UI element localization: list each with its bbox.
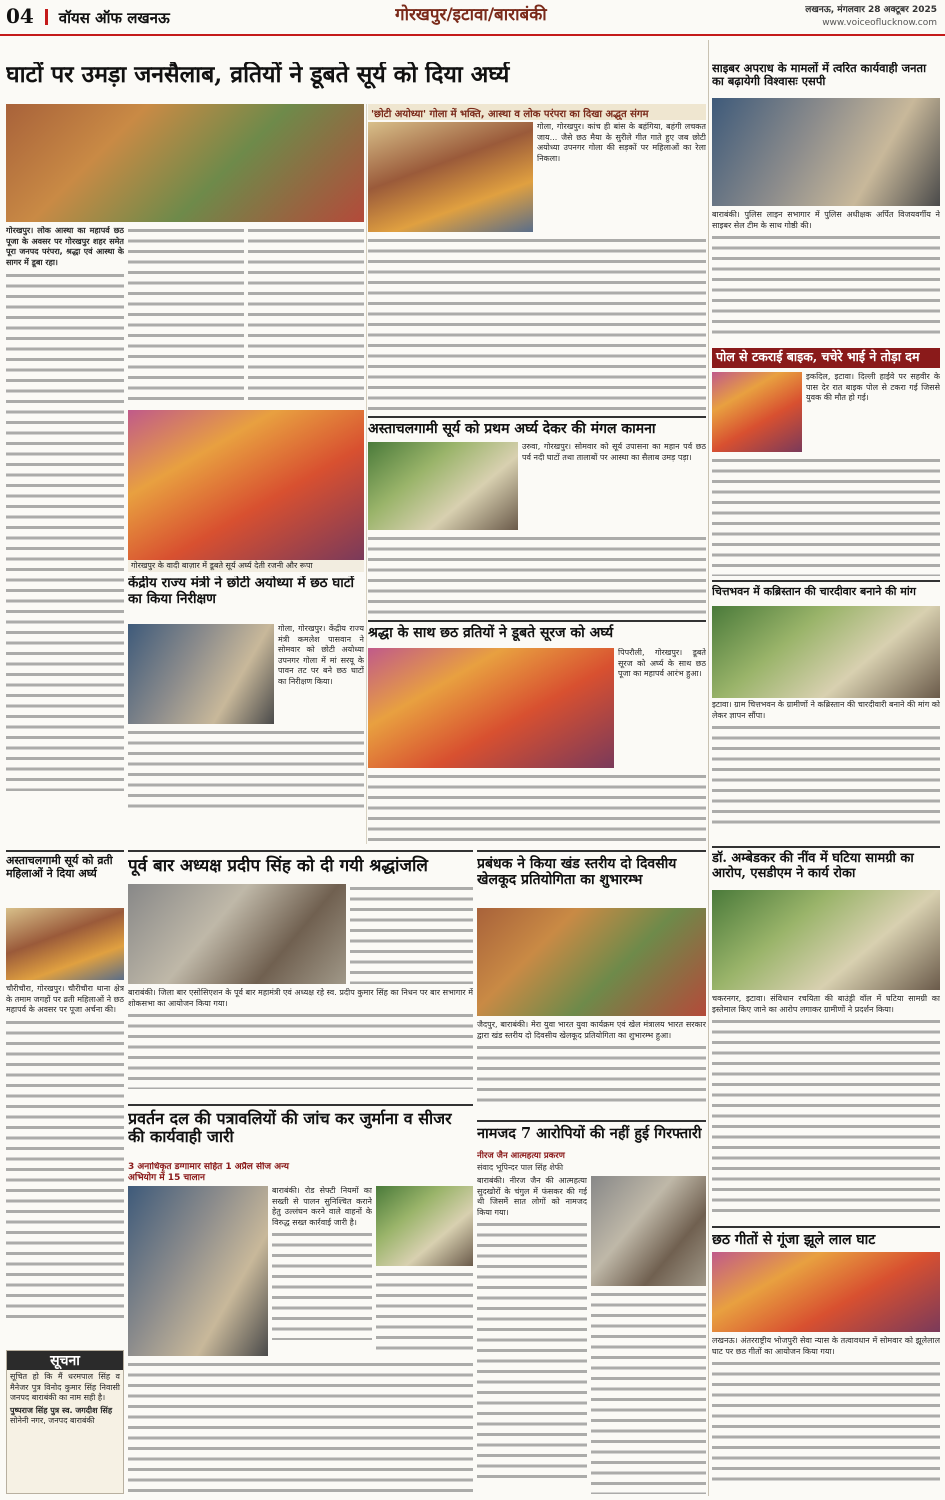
namjad-lines-1 [477,1220,587,1480]
kabristan-lines [712,723,940,831]
pravartan-body-1 [272,1186,372,1356]
mahilayen-photo [6,908,124,980]
lead-photo [6,104,364,222]
lead-body-col1 [6,226,124,808]
kabristan-intro: इटावा। ग्राम चित्तभवन के ग्रामीणों ने कब्रिस्तान की चारदीवारी बनाने की मांग को लेकर ज्ञापन सौंपा। [712,700,940,720]
khelkood-headline: प्रबंधक ने किया खंड स्तरीय दो दिवसीय खेलकूद प्रतियोगिता का शुभारम्भ [477,850,706,906]
chhoti-ayodhya-intro: गोला, गोरखपुर। कांच ही बांस के बहंगिया, बहंगी लचकत जाय... जैसे छठ मैया के सुरीले गीत गाते हुए जब छोटी अयोध्या उपनगर गोला की सड़कों पर महिलाओं का रेला निकला। [537,122,706,163]
pradeep-intro: बाराबंकी। जिला बार एसोसिएशन के पूर्व बार महामंत्री एवं अध्यक्ष रहे स्व. प्रदीप कुमार सिंह का निधन पर बार सभागार में शोकसभा का आयोजन किया गया। [128,988,473,1008]
astachal-photo [368,442,518,530]
pole-intro: इकदिल, इटावा। दिल्ली हाईवे पर सहवीर के पास देर रात बाइक पोल से टकरा गई जिससे युवक की मौत हो गई। [806,372,940,402]
pravartan-lines-1 [272,1230,372,1340]
chhath-geet-intro: लखनऊ। अंतरराष्ट्रीय भोजपुरी सेवा न्यास के तत्वावधान में सोमवार को झूलेलाल घाट पर छठ गीतों का आयोजन किया गया। [712,1336,940,1356]
suchna-address: सोनेनी नगर, जनपद बाराबंकी [10,1416,95,1425]
namjad-document-photo [591,1176,706,1286]
kendriya-body [278,624,364,724]
suchna-text: सूचित हो कि मैं धरमपाल सिंह व मैनेजर पुत्र विनोद कुमार सिंह निवासी जनपद बाराबंकी का नाम सही है। [10,1372,120,1402]
pravartan-lines-3 [128,1360,473,1494]
astachal-body [368,534,706,614]
pradeep-headline: पूर्व बार अध्यक्ष प्रदीप सिंह को दी गयी श्रद्धांजलि [128,850,473,882]
khelkood-lines [477,1043,706,1107]
pravartan-photo-1 [128,1186,268,1356]
pradeep-lines [128,1011,473,1089]
gola-photo [368,122,533,232]
pole-lines [712,456,940,576]
suchna-signer: पुष्पराज सिंह पुत्र स्व. जगदीश सिंह [10,1405,113,1415]
page-number-value: 04 [6,4,34,28]
mahilayen-lines [6,1018,124,1318]
cyber-photo [712,98,940,206]
khelkood-photo [477,908,706,1016]
column-rule-mid [366,104,367,844]
section-title: गोरखपुर/इटावा/बाराबंकी [395,5,547,25]
namjad-intro: बाराबंकी। नीरज जैन की आत्महत्या सुदखोरों के चंगुल में फंसकर की गई थी जिसमें सात लोगों को नामजद किया गया। [477,1176,587,1217]
lead-body-col3 [248,226,364,406]
shraddha-intro: पिपरौली, गोरखपुर। डूबते सूरज को अर्घ्य के साथ छठ पूजा का महापर्व आरंभ हुआ। [618,648,706,678]
pravartan-body-2 [376,1270,473,1356]
cyber-headline: साइबर अपराध के मामलों में त्वरित कार्यवाही जनता का बढ़ायेगी विश्वासः एसपी [712,62,927,89]
kendriya-body-more [128,728,364,808]
mahilayen-body [6,984,124,1346]
namjad-body-1 [477,1176,587,1494]
pravartan-headline: प्रवर्तन दल की पत्रावलियों की जांच कर जुर्माना व सीजर की कार्यवाही जारी [128,1104,473,1160]
namjad-lines-2 [591,1290,706,1494]
ambedkar-body [712,994,940,1222]
chhoti-ayodhya-lines [368,236,706,412]
chhath-geet-headline: छठ गीतों से गूंजा झूले लाल घाट [712,1226,940,1250]
masthead-divider [45,9,48,25]
website-link[interactable]: www.voiceoflucknow.com [822,18,937,28]
khelkood-intro: जैदपुर, बाराबंकी। मेरा युवा भारत युवा कार्यक्रम एवं खेल मंत्रालय भारत सरकार द्वारा खंड स्तरीय दो दिवसीय खेलकूद प्रतियोगिता का शुभारम्भ हुआ। [477,1020,706,1040]
lead-body-col2 [128,226,244,406]
suchna-title: सूचना [7,1351,123,1370]
ambedkar-intro: चकरनगर, इटावा। संविधान रचयिता की बाउंड्री वॉल में घटिया सामग्री का इस्तेमाल किए जाने का आरोप लगाकर ग्रामीणों ने प्रदर्शन किया। [712,994,940,1014]
pravartan-bullet-2: अभियोग में 15 चालान [128,1173,205,1183]
namjad-byline: संवाद भूपिन्दर पाल सिंह शेफी [477,1163,564,1172]
chhath-geet-photo [712,1252,940,1332]
cyber-intro: बाराबंकी। पुलिस लाइन सभागार में पुलिस अधीक्षक अर्पित विजयवर्गीय ने साइबर सेल टीम के साथ गोष्ठी की। [712,210,940,230]
pole-photo [712,372,802,452]
dateline: लखनऊ, मंगलवार 28 अक्टूबर 2025 [805,5,937,15]
kabristan-photo [712,606,940,698]
masthead-meta [805,4,937,30]
chhoti-ayodhya-kicker: 'छोटी अयोध्या' गोला में भक्ति, आस्था व लोक परंपरा का दिखा अद्भुत संगम [368,104,706,120]
pravartan-photo-2 [376,1186,473,1266]
paper-name: वॉयस ऑफ लखनऊ [58,9,170,27]
pradeep-side [350,884,473,984]
shraddha-headline: श्रद्धा के साथ छठ व्रतियों ने डूबते सूरज को अर्घ्य [368,620,706,644]
suchna-notice [6,1350,124,1494]
ambedkar-photo [712,890,940,990]
lead-intro: गोरखपुर। लोक आस्था का महापर्व छठ पूजा के अवसर पर गोरखपुर शहर समेत पूरा जनपद परंपरा, श्रद्धा एवं आस्था के सागर में डूबा रहा। [6,226,124,267]
pradeep-photo [128,884,346,984]
pole-body [712,456,940,576]
astachal-headline: अस्ताचलगामी सूर्य को प्रथम अर्घ्य देकर की मंगल कामना [368,416,706,440]
lead-text-lines-2 [128,226,244,406]
cyber-lines [712,233,940,335]
kabristan-headline: चित्तभवन में कब्रिस्तान की चारदीवार बनाने की मांग [712,580,940,604]
kabristan-body [712,700,940,840]
kendriya-headline: केंद्रीय राज्य मंत्री ने छोटी अयोध्या में छठ घाटों का किया निरीक्षण [128,576,355,607]
chhath-geet-body [712,1336,940,1494]
shraddha-body [368,772,706,842]
pravartan-body-3 [128,1360,473,1494]
pole-headline: पोल से टकराई बाइक, चचेरे भाई ने तोड़ा दम [712,348,940,368]
shraddha-lines [368,772,706,842]
shraddha-photo [368,648,614,768]
ambedkar-headline: डॉ. अम्बेडकर की नींव में घटिया सामग्री का आरोप, एसडीएम ने कार्य रोका [712,846,940,888]
masthead [0,0,945,36]
mahilayen-intro: चौरीचौरा, गोरखपुर। चौरीचौरा थाना क्षेत्र के तमाम जगहों पर व्रती महिलाओं ने छठ महापर्व के अवसर पर पूजा अर्चना की। [6,984,124,1014]
astachal-intro: उरुवा, गोरखपुर। सोमवार को सूर्य उपासना का महान पर्व छठ पर्व नदी घाटों तथा तालाबों पर आस्था का सैलाब उमड़ पड़ा। [522,442,706,462]
pradeep-side-lines [350,884,473,984]
lead-text-lines-3 [248,226,364,406]
chhath-geet-lines [712,1359,940,1485]
pravartan-bullet-1: 3 अनाधिकृत डग्गामार सहित 1 अप्रैल सीज अन्य [128,1162,289,1172]
namjad-headline: नामजद 7 आरोपियों की नहीं हुई गिरफ्तारी [477,1120,706,1148]
namjad-kicker: नीरज जैन आत्महत्या प्रकरण [477,1151,565,1161]
ambedkar-lines [712,1017,940,1213]
devotees-photo-caption: गोरखपुर के वादी बाज़ार में डूबते सूर्य अर्घ्य देती रजनी और रूपा [128,560,364,572]
khelkood-body [477,1020,706,1116]
kendriya-intro: गोला, गोरखपुर। केंद्रीय राज्य मंत्री कमलेश पासवान ने सोमवार को छोटी अयोध्या उपनगर गोला में मां सरयू के पावन तट पर बने छठ घाटों का निरीक्षण किया। [278,624,364,686]
pradeep-body [128,988,473,1098]
astachal-lines [368,534,706,614]
cyber-body [712,210,940,344]
chhoti-ayodhya-body [368,236,706,412]
pravartan-bullets [128,1162,473,1184]
mahilayen-headline: अस्ताचलगामी सूर्य को व्रती महिलाओं ने दिया अर्घ्य [6,850,124,906]
namjad-body-2 [591,1290,706,1494]
page-number [6,4,170,28]
pravartan-lines-2 [376,1270,473,1356]
lead-headline: घाटों पर उमड़ा जनसैलाब, व्रतियों ने डूबते सूर्य को दिया अर्घ्य [6,62,510,88]
devotees-photo [128,410,364,560]
minister-photo [128,624,274,724]
pravartan-intro: बाराबंकी। रोड सेफ्टी नियमों का सख्ती से पालन सुनिश्चित कराने हेतु उल्लंघन करने वाले वाहनों के विरुद्ध सख्त कार्रवाई जारी है। [272,1186,372,1227]
lead-text-lines [6,271,124,791]
kendriya-text-lines [128,728,364,808]
column-rule-right [708,40,709,1496]
